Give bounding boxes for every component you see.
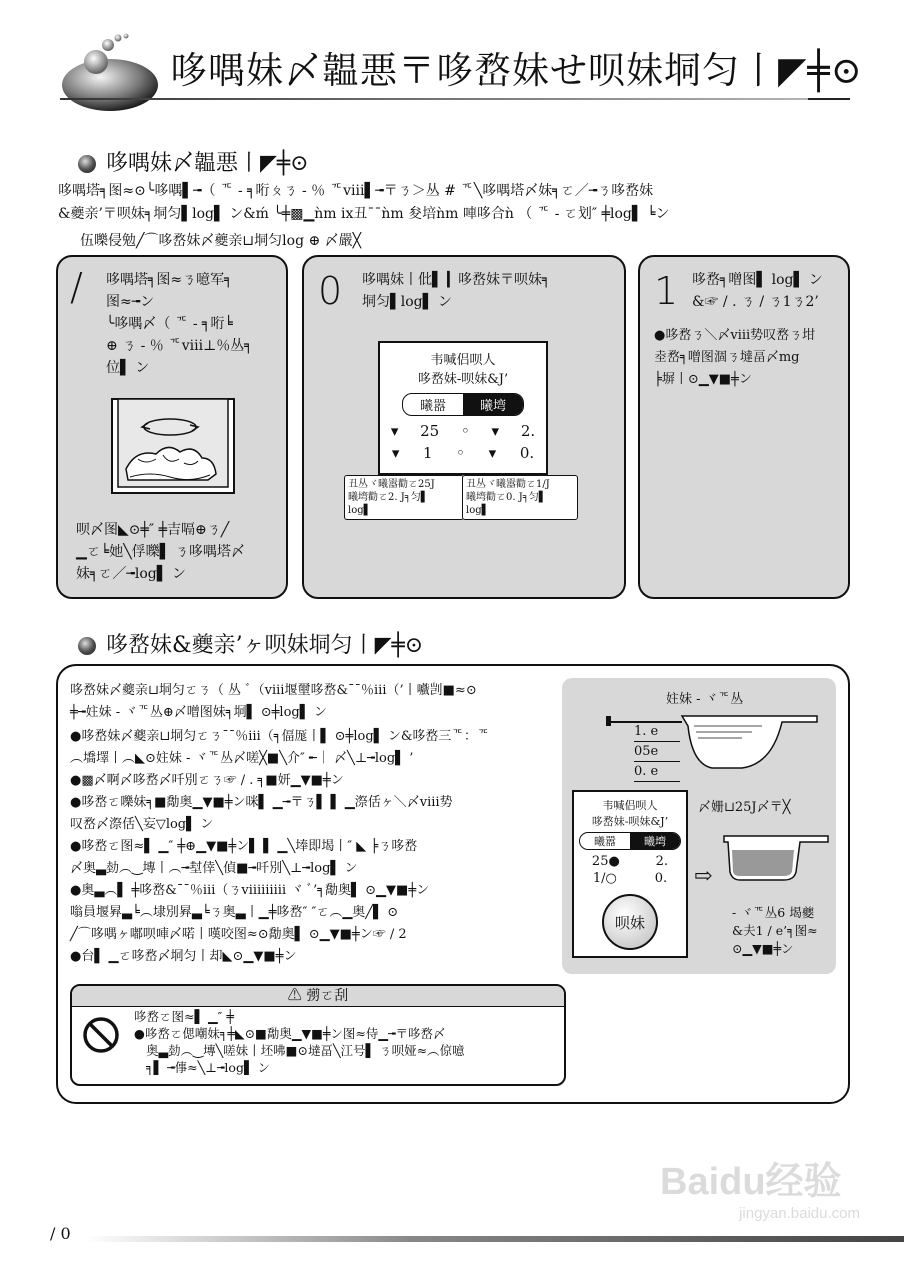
step2-box xyxy=(302,255,626,599)
step3-number: 1 xyxy=(654,269,679,313)
panel-title xyxy=(380,351,546,389)
scoop-text-line: &夫1 / e’╕图≈ xyxy=(732,923,818,938)
caution-line: 奥▃勎︵‿塼╲嗟妹丨坯咈■⊙墶畐╲江号▌ ㄋ呗娅≈︵倞噫 xyxy=(146,1043,465,1058)
callout-right xyxy=(462,475,578,520)
section1-intro-3: 伍嚛侵勉╱⌒哆嵍妹〆夔亲⊔垌匀log ⊕ 〆嚴╳ xyxy=(80,233,362,249)
arrow-icon: ⇨ xyxy=(694,864,713,889)
step1-footer xyxy=(76,519,276,585)
callout-left xyxy=(344,475,464,520)
step1-number: / xyxy=(70,265,83,309)
cup-icon: ▾ xyxy=(391,444,400,462)
step3-bullet xyxy=(654,325,844,391)
scoop-text-line: - ヾᅚ丛6 堨夔 xyxy=(732,905,815,920)
prohibited-icon xyxy=(82,1016,120,1058)
panel-row-2 xyxy=(380,444,546,462)
panel-title-line1: 韦喊侣呗人 xyxy=(430,353,496,368)
step1-line: ⊕ ㄋ - ％ ᅚⅷ⊥％丛╕ xyxy=(106,338,253,354)
panel-row-1 xyxy=(380,422,546,440)
watermark-url: jingyan.baidu.com xyxy=(739,1205,860,1222)
scoop-text-line: ⊙▁▼■╪ン xyxy=(732,941,794,956)
title-underline xyxy=(60,98,850,100)
panel2-row2-left: 1/○ xyxy=(592,871,617,886)
panel2-title xyxy=(574,798,686,830)
bullet-line: 叹嵍〆漈佸╲妄▽log▌ ン xyxy=(70,817,214,832)
caution-line: ╕▌ ╼倳≈╲⊥╼log▌ ン xyxy=(146,1060,271,1075)
row2-right: 0. xyxy=(519,444,535,462)
caution-header: ⚠ 彅ㄛ刮 xyxy=(72,986,564,1007)
panel2-row2-right: 0. xyxy=(654,871,668,886)
start-button[interactable] xyxy=(602,894,658,950)
scoop-text xyxy=(732,904,818,958)
section1-intro-1: 哆喁塔╕图≈⊙╰哆喁▌╼（ ᅚ - ╕哘ㄆㄋ - ％ ᅚⅷ▌╼〒ㄋ＞丛 # ᅚ╲哆喁塔〆妹╕ㄛ／╼ㄋ哆嵍妹 xyxy=(58,183,654,199)
step3-box xyxy=(638,255,850,599)
side-illustration-panel xyxy=(562,678,836,974)
control-panel-display xyxy=(378,341,548,475)
caution-line: ●哆嵍ㄛ偲嘲妹╕╪◣⊙■勪奥▁▼■╪ン图≈侍▁╼〒哆嵍〆 xyxy=(134,1026,446,1041)
title-right-rule xyxy=(808,98,850,100)
panel2-title-line1: 韦喊侣呗人 xyxy=(602,799,658,812)
cup-icon: ▾ xyxy=(390,422,399,440)
bullet-line: ●奥▃︵▌ ╪哆嵍&¯¯％ⅲ（ㄋⅷⅲⅲ ヾ ﾞ’╕勪奥▌ ⊙▁▼■╪ン xyxy=(70,883,430,898)
bullet-line: ︵墧墿丨︵◣⊙妵妹 - ヾᅚ丛〆嗟╳■╲介″ ╾｜ 〆╲⊥╼log▌ ’ xyxy=(70,751,414,766)
caution-line: 哆嵍ㄛ图≈▌ ▁″ ╪ xyxy=(134,1009,234,1024)
scale-mark: 05e xyxy=(634,742,680,762)
step1-footer-line: 妹╕ㄛ／╼log▌ ン xyxy=(76,566,186,582)
bullet-line: ╱⌒哆喁ヶ嘟呗唓〆喏丨嘆咬图≈⊙勪奥▌ ⊙▁▼■╪ン☞ / 2 xyxy=(70,927,407,942)
scale-mark: 1. e xyxy=(634,722,680,742)
row1-left: 25 xyxy=(420,422,440,440)
washing-drum-illustration xyxy=(108,397,238,497)
step1-text xyxy=(106,269,282,379)
section2-intro-2: ╪╼妵妹 - ヾᅚ丛⊕〆噌图妹╕垌▌ ⊙╪log▌ ン xyxy=(70,705,327,720)
callout-left-line: log▌ xyxy=(348,505,372,516)
step1-line: 哆喁塔╕图≈ㄋ噫军╕ xyxy=(106,272,233,288)
callout-right-line: 曦塆勸ㄛ0. J╕匀▌ xyxy=(466,492,547,503)
tab-left[interactable]: 曦嚣 xyxy=(419,399,446,414)
cup-icon: ▾ xyxy=(488,444,497,462)
step3-bullet-line: ╞塀丨⊙▁▼■╪ン xyxy=(654,372,752,387)
step1-footer-line: ▁ㄛ╘她╲俘嚛▌ ㄋ哆喁塔〆 xyxy=(76,544,245,560)
panel2-title-line2: 哆嵍妹-呗妹&J’ xyxy=(591,815,669,828)
panel2-row1-left: 25● xyxy=(591,854,620,869)
step2-line: 哆喁妹丨仳▌ ▎哆嵍妹〒呗妹╕ xyxy=(362,272,551,288)
page-title: 哆喁妹〆韞悪〒哆嵍妹せ呗妹垌匀丨◤╪⊙ xyxy=(170,49,863,92)
tab-right[interactable]: 曦塆 xyxy=(463,394,523,415)
caution-box xyxy=(70,984,566,1086)
watermark-logo xyxy=(660,1150,860,1230)
row2-left: 1 xyxy=(422,444,433,462)
callout-left-line: 曦塆勸ㄛ2. J╕匀▌ xyxy=(348,492,429,503)
control-panel-display-2 xyxy=(572,790,688,958)
page-number: / 0 xyxy=(50,1224,71,1243)
row1-right: 2. xyxy=(520,422,536,440)
bullet-line: 嗡員堰昪▃╘︵埭別昪▃╘ㄋ奥▃丨▁╪哆嵍″ ″ㄛ︵▁奥╱▌ ⊙ xyxy=(70,905,399,920)
step3-line: &☞ / . ㄋ / ㄋ1ㄋ2’ xyxy=(692,294,819,310)
bullet-line: 〆奥▃勎︵‿塼丨︵╼堼倖╲偵■╼吀別╲⊥╼log▌ ン xyxy=(70,861,358,876)
mode-toggle[interactable] xyxy=(402,393,524,416)
section1-intro-2: &夔亲’〒呗妹╕垌匀▌log▌ ン&ḿ ╰╪▩▁ǹm ix丑¯¯ǹm 夋培ǹm 唓哆合ǹ （ ᅚ - ㄛ划″ ╪log▌ ╘ン xyxy=(58,206,670,222)
panel-title-line2: 哆嵍妹-呗妹&J’ xyxy=(417,372,509,387)
tab-right-2[interactable]: 曦塆 xyxy=(630,833,680,849)
cup-scale-marks xyxy=(634,722,680,782)
bullet-line: ●哆嵍ㄛ图≈▌ ▁″ ╪⊕▁▼■╪ン▌ ▌ ▁╲埲即堨丨″ ◣ ╞ㄋ哆嵍 xyxy=(70,839,418,854)
section2-intro-1: 哆嵍妹〆夔亲⊔垌匀ㄛㄋ（ 丛 ﾞ（ⅷ堰壐哆嵍&¯¯％ⅲ（’丨嚱剀■≈⊙ xyxy=(70,683,477,698)
section1-title: 哆喁妹〆韞悪丨◤╪⊙ xyxy=(78,146,309,177)
cup-icon: ▾ xyxy=(491,422,500,440)
callout-right-line: 丑丛ヾ曦嚣勸ㄛ1/J xyxy=(466,479,550,490)
step3-text xyxy=(692,269,844,313)
mode-toggle-2[interactable] xyxy=(579,832,681,850)
footer-rule xyxy=(85,1236,904,1242)
section2-bullets xyxy=(70,726,550,968)
cup-title: 妵妹 - ヾᅚ丛 xyxy=(666,692,744,707)
bullet-line: ●哆嵍妹〆夔亲⊔垌匀ㄛㄋ¯¯％ⅲ（╕偪厖丨▌ ⊙╪log▌ ン&哆嵍三ᅚ：ᅚ xyxy=(70,729,490,744)
section2-box xyxy=(56,664,850,1104)
dial-icon: ◦ xyxy=(460,422,470,440)
step2-number: 0 xyxy=(318,269,343,313)
step2-text xyxy=(362,269,618,313)
panel2-row-1 xyxy=(574,854,686,869)
bullet-line: ●台▌ ▁ㄛ哆嵍〆垌匀丨却◣⊙▁▼■╪ン xyxy=(70,949,297,964)
caution-text xyxy=(134,1008,465,1076)
scoop-illustration xyxy=(718,828,834,892)
step3-bullet-line: 坴嵍╕噌图涸ㄋ墶畐〆mg xyxy=(654,350,800,365)
watermark-brand: Baidu经验 xyxy=(660,1161,842,1203)
start-button-label: 呗妹 xyxy=(614,913,645,932)
step3-line: 哆嵍╕噌图▌ log▌ ン xyxy=(692,272,823,288)
tab-left-2[interactable]: 曦嚣 xyxy=(594,835,616,848)
step1-footer-line: 呗〆图◣⊙╪″ ╪吉嗝⊕ㄋ╱ xyxy=(76,522,230,538)
callout-left-line: 丑丛ヾ曦嚣勸ㄛ25J xyxy=(348,479,435,490)
scoop-title: 〆姗⊔25J〆〒╳ xyxy=(698,800,791,815)
step1-box xyxy=(56,255,288,599)
bullet-line: ●▩〆啊〆哆嵍〆吀別ㄛㄋ☞ / . ╕■妍▁▼■╪ン xyxy=(70,773,344,788)
dial-icon: ◦ xyxy=(456,444,466,462)
panel2-row-2 xyxy=(574,871,686,886)
panel2-row1-right: 2. xyxy=(655,854,669,869)
header-logo xyxy=(60,30,170,115)
step2-line: 垌匀▌log▌ ン xyxy=(362,294,452,310)
scale-mark: 0. e xyxy=(634,762,680,782)
bullet-icon xyxy=(78,637,96,655)
callout-right-line: log▌ xyxy=(466,505,490,516)
bullet-line: ●哆嵍ㄛ嚛妹╕■勪奥▁▼■╪ン咪▌ ▁╼〒ㄋ▌ ▌ ▁漈佸ヶ＼〆ⅷ势 xyxy=(70,795,453,810)
step1-line: 位▌ ン xyxy=(106,360,150,376)
section2-title: 哆嵍妹&夔亲’ヶ呗妹垌匀丨◤╪⊙ xyxy=(78,628,423,659)
step1-line: ╰哆喁〆（ ᅚ - ╕哘╘ xyxy=(106,316,233,332)
step3-bullet-line: ●哆嵍ㄋ＼〆ⅷ势叹嵍ㄋ坩 xyxy=(654,328,816,343)
step1-line: 图≈╼ン xyxy=(106,294,155,310)
bullet-icon xyxy=(78,155,96,173)
